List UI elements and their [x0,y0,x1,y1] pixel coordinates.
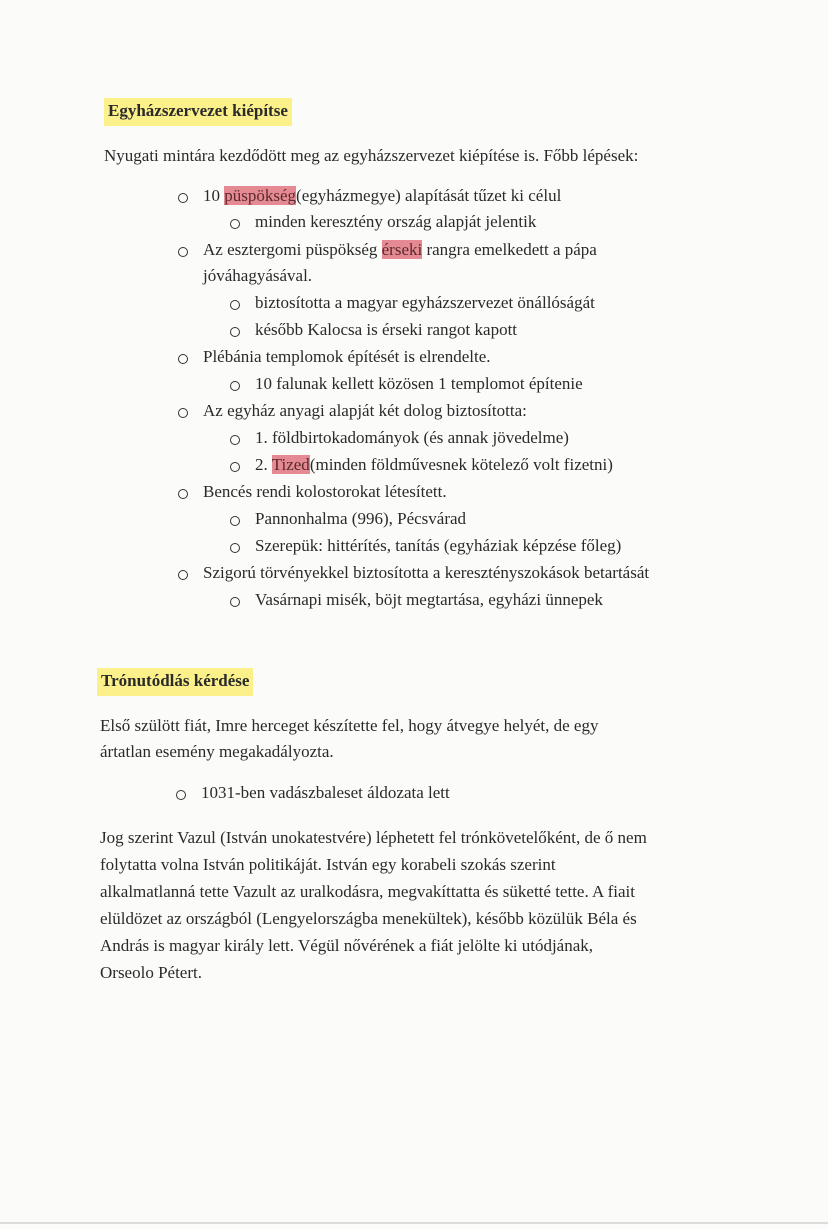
paragraph-line: elüldözet az országból (Lengyelországba menekültek), később közülük Béla és [100,909,637,928]
bullet-icon [230,381,240,391]
list-item: Plébánia templomok építését is elrendelte. [203,347,491,366]
sub-list-item: Szerepük: hittérítés, tanítás (egyháziak képzése főleg) [255,536,622,555]
highlight-red: püspökség [224,186,297,205]
bullet-icon [230,219,240,229]
list-item: Az egyház anyagi alapját két dolog biztosította: [203,401,527,420]
sub-list-item: Vasárnapi misék, böjt megtartása, egyházi ünnepek [255,590,603,609]
list-item-continuation: jóváhagyásával. [203,266,313,285]
bullet-icon [230,543,240,553]
paragraph-line: Első szülött fiát, Imre herceget készítette fel, hogy átvegye helyét, de egy [100,716,599,735]
sub-list-item: később Kalocsa is érseki rangot kapott [255,320,518,339]
paragraph-line: alkalmatlanná tette Vazult az uralkodásra, megvakíttatta és süketté tette. A fiait [100,882,635,901]
section-heading-church: Egyházszervezet kiépítse [104,98,292,126]
bullet-icon [178,247,188,257]
paragraph-line: folytatta volna István politikáját. István egy korabeli szokás szerint [100,855,556,874]
bullet-icon [230,435,240,445]
bullet-icon [178,193,188,203]
list-item: Az esztergomi püspökség érseki rangra emelkedett a pápa [203,240,597,259]
list-item: Bencés rendi kolostorokat létesített. [203,482,447,501]
list-item: Szigorú törvényekkel biztosította a keresztényszokások betartását [203,563,650,582]
paragraph-line: ártatlan esemény megakadályozta. [100,742,334,761]
bullet-icon [230,516,240,526]
bullet-icon [230,597,240,607]
section-heading-succession: Trónutódlás kérdése [97,668,253,696]
bullet-icon [178,489,188,499]
bullet-icon [230,462,240,472]
list-item: 10 püspökség(egyházmegye) alapítását tűzet ki célul [203,186,562,205]
sub-list-item: 10 falunak kellett közösen 1 templomot építenie [255,374,583,393]
sub-list-item: biztosította a magyar egyházszervezet önállóságát [255,293,595,312]
bullet-icon [176,790,186,800]
paragraph-line: András is magyar király lett. Végül nővérének a fiát jelölte ki utódjának, [100,936,594,955]
highlight-red: érseki [381,240,423,259]
bullet-icon [178,354,188,364]
bullet-icon [178,408,188,418]
list-item: 1031-ben vadászbaleset áldozata lett [201,783,450,802]
paragraph-line: Jog szerint Vazul (István unokatestvére) léphetett fel trónkövetelőként, de ő nem [100,828,647,847]
bullet-icon [178,570,188,580]
sub-list-item: minden keresztény ország alapját jelentik [255,212,537,231]
page-edge-divider [0,1222,828,1224]
intro-text: Nyugati mintára kezdődött meg az egyházszervezet kiépítése is. Főbb lépések: [104,146,639,165]
sub-list-item: 1. földbirtokadományok (és annak jövedelme) [255,428,569,447]
sub-list-item: Pannonhalma (996), Pécsvárad [255,509,467,528]
bullet-icon [230,327,240,337]
bullet-icon [230,300,240,310]
paragraph-line: Orseolo Pétert. [100,963,202,982]
highlight-red: Tized [271,455,310,474]
sub-list-item: 2. Tized(minden földművesnek kötelező volt fizetni) [255,455,613,474]
